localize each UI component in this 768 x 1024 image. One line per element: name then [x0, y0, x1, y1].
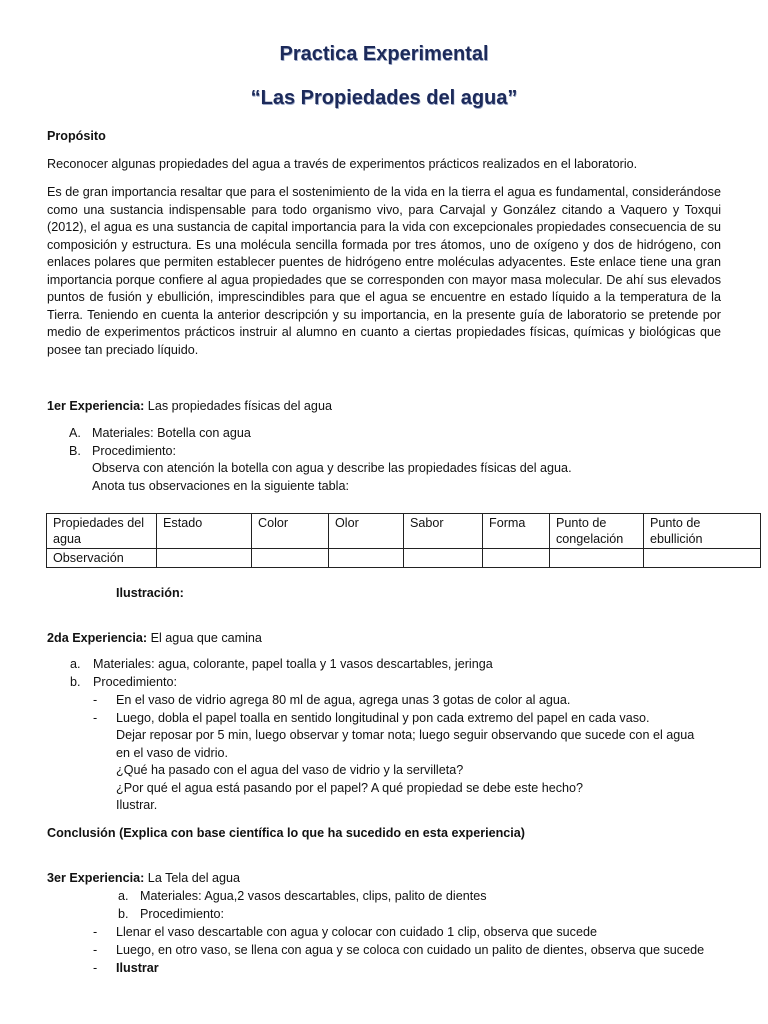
- exp1-heading: [47, 398, 332, 416]
- table-cell: [252, 549, 329, 568]
- table-cell: [404, 549, 483, 568]
- exp3-label: 3er Experiencia:: [47, 871, 145, 885]
- purpose-text: Reconocer algunas propiedades del agua a través de experimentos prácticos realizados en el laboratorio.: [47, 157, 638, 171]
- exp3-a-marker: a.: [118, 889, 129, 903]
- table-cell: [157, 549, 252, 568]
- table-header-cell: Color: [252, 514, 329, 549]
- exp2-a-marker: a.: [70, 657, 81, 671]
- table-cell: [550, 549, 644, 568]
- table-header-cell: Sabor: [404, 514, 483, 549]
- table-header-cell: Estado: [157, 514, 252, 549]
- exp2-materials: Materiales: agua, colorante, papel toalla y 1 vasos descartables, jeringa: [93, 657, 493, 671]
- exp3-title: La Tela del agua: [144, 871, 241, 885]
- exp1-b-marker: B.: [69, 444, 81, 458]
- exp3-b-marker: b.: [118, 907, 129, 921]
- exp3-step1-dash: -: [93, 925, 98, 939]
- exp2-heading: [47, 630, 262, 648]
- table-header-cell: Olor: [329, 514, 404, 549]
- exp2-step2-line4: ¿Qué ha pasado con el agua del vaso de vidrio y la servilleta?: [116, 763, 464, 777]
- table-row-label: Observación: [47, 549, 157, 568]
- exp2-step1-dash: -: [93, 693, 98, 707]
- exp2-step2-line2: Dejar reposar por 5 min, luego observar y tomar nota; luego seguir observando que sucede con el agua: [116, 728, 695, 742]
- exp2-step2-line5: ¿Por qué el agua está pasando por el papel? A qué propiedad se debe este hecho?: [116, 781, 584, 795]
- observation-table: [46, 513, 761, 568]
- exp2-step2-dash: -: [93, 711, 98, 725]
- exp1-title: Las propiedades físicas del agua: [144, 399, 332, 413]
- table-header-cell: Punto de ebullición: [644, 514, 761, 549]
- table-header-cell: Punto de congelación: [550, 514, 644, 549]
- exp1-a-marker: A.: [69, 426, 81, 440]
- exp2-conclusion: Conclusión (Explica con base científica lo que ha sucedido en esta experiencia): [47, 826, 526, 840]
- exp2-step1: En el vaso de vidrio agrega 80 ml de agua, agrega unas 3 gotas de color al agua.: [116, 693, 571, 707]
- table-row: [47, 549, 761, 568]
- exp3-step3: Ilustrar: [116, 961, 159, 975]
- table-header-cell: Propiedades del agua: [47, 514, 157, 549]
- exp2-procedure: Procedimiento:: [93, 675, 177, 689]
- document-title-line1: Practica Experimental: [279, 43, 489, 65]
- exp3-materials: Materiales: Agua,2 vasos descartables, clips, palito de dientes: [140, 889, 487, 903]
- table-cell: [483, 549, 550, 568]
- exp3-heading: [47, 870, 240, 888]
- purpose-paragraph: Es de gran importancia resaltar que para el sostenimiento de la vida en la tierra el agua es fundamental, considerándose como una sustancia indispensable para todo organismo vivo, para Carvajal y González citando a Vaquero y Toxqui (2012), el agua es una sustancia de capital importancia para la vida con excepcionales propiedades consecuencia de su composición y estructura. Es una molécula sencilla formada por tres átomos, uno de oxígeno y dos de hidrógeno, con enlaces polares que permiten establecer puentes de hidrógeno entre moléculas adyacentes. Este enlace tiene una gran importancia porque confiere al agua propiedades que se corresponden con mayor masa molecular. De ahí sus elevados puntos de fusión y ebullición, imprescindibles para que el agua se encuentre en estado líquido a la temperatura de la Tierra. Teniendo en cuenta la anterior descripción y su importancia, en la presente guía de laboratorio se pretende por medio de experimentos prácticos instruir al alumno en cuanto a ciertas propiedades físicas, químicas y biológicas que posee tan preciado líquido.: [47, 185, 721, 357]
- exp1-procedure-line1: Observa con atención la botella con agua y describe las propiedades físicas del agua.: [92, 461, 572, 475]
- table-cell: [644, 549, 761, 568]
- exp2-step2-line3: en el vaso de vidrio.: [116, 746, 229, 760]
- exp2-title: El agua que camina: [147, 631, 262, 645]
- exp1-illustration-label: Ilustración:: [116, 586, 184, 600]
- exp1-materials: Materiales: Botella con agua: [92, 426, 251, 440]
- table-header-cell: Forma: [483, 514, 550, 549]
- exp1-procedure-line2: Anota tus observaciones en la siguiente tabla:: [92, 479, 349, 493]
- exp1-procedure: Procedimiento:: [92, 444, 176, 458]
- purpose-heading: Propósito: [47, 129, 106, 143]
- exp2-step2-line1: Luego, dobla el papel toalla en sentido longitudinal y pon cada extremo del papel en cada vaso.: [116, 711, 650, 725]
- exp1-label: 1er Experiencia:: [47, 399, 145, 413]
- document-title-line2: “Las Propiedades del agua”: [250, 87, 518, 109]
- exp2-b-marker: b.: [70, 675, 81, 689]
- exp3-step1: Llenar el vaso descartable con agua y colocar con cuidado 1 clip, observa que sucede: [116, 925, 597, 939]
- exp3-step3-dash: -: [93, 961, 98, 975]
- exp3-procedure: Procedimiento:: [140, 907, 224, 921]
- table-cell: [329, 549, 404, 568]
- exp3-step2: Luego, en otro vaso, se llena con agua y se coloca con cuidado un palito de dientes, observa que sucede: [116, 943, 705, 957]
- table-header-row: [47, 514, 761, 549]
- exp2-label: 2da Experiencia:: [47, 631, 148, 645]
- exp2-step2-line6: Ilustrar.: [116, 798, 158, 812]
- exp3-step2-dash: -: [93, 943, 98, 957]
